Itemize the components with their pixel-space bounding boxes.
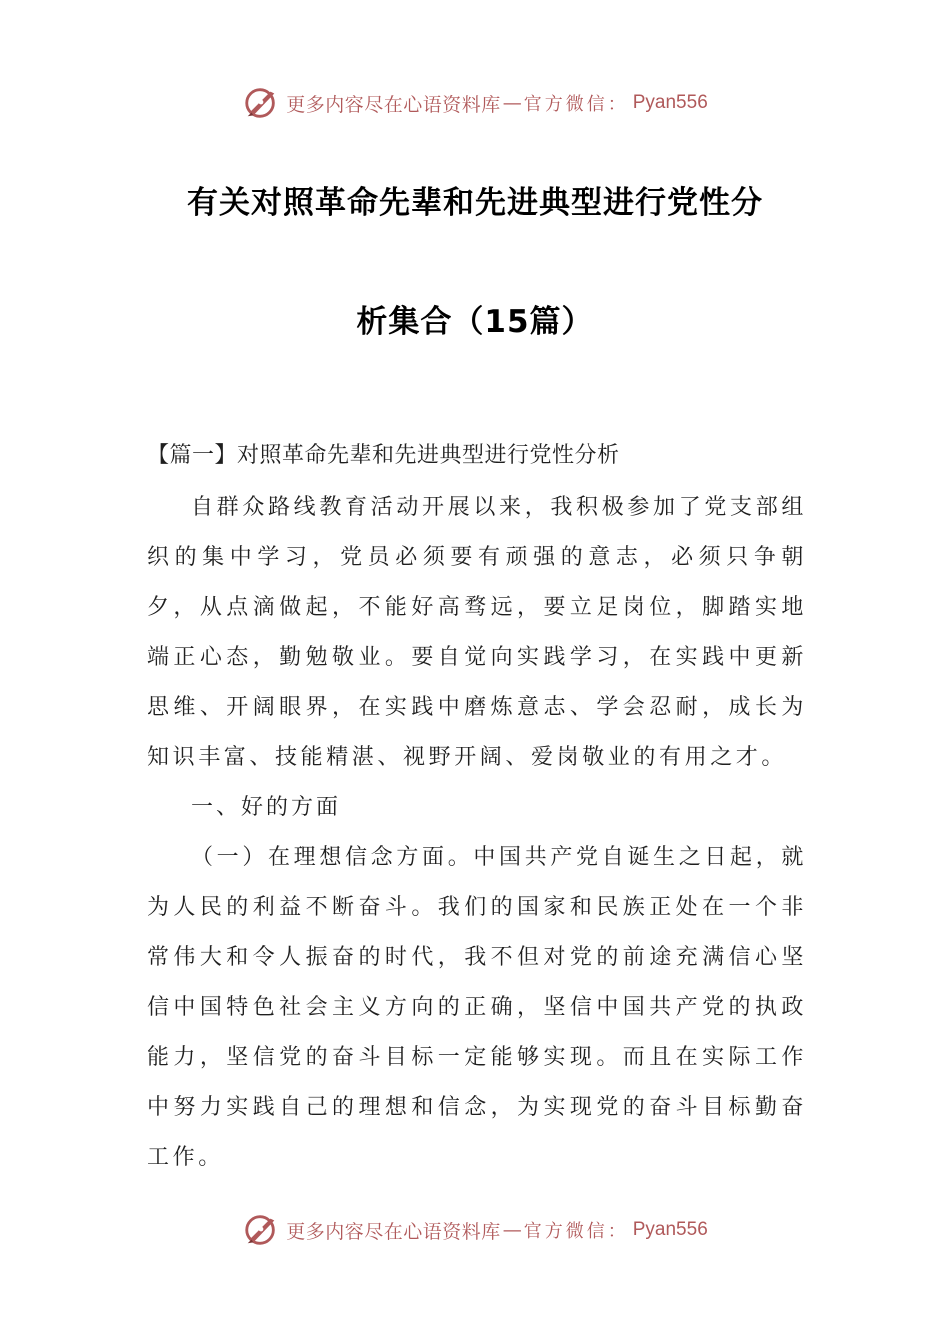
subheading-good-aspects: 一、好的方面 xyxy=(191,795,342,820)
footer-watermark-banner xyxy=(0,1210,950,1250)
pen-circle-logo-icon xyxy=(242,1211,280,1249)
banner-text: 更多内容尽在心语资料库 xyxy=(286,93,501,116)
document-body xyxy=(147,433,807,1183)
paragraph-ideals: （一）在理想信念方面。中国共产党自诞生之日起，就为人民的利益不断奋斗。我们的国家和民族正处在一个非常伟大和令人振奋的时代，我不但对党的前途充满信心坚信中国特色社会主义方向的正确，坚信中国共产党的执政能力，坚信党的奋斗目标一定能够实现。而且在实际工作中努力实践自己的理想和信念，为实现党的奋斗目标勤奋工作。 xyxy=(147,845,807,1170)
document-title-line1: 有关对照革命先辈和先进典型进行党性分 xyxy=(187,185,763,221)
header-watermark-banner xyxy=(0,83,950,123)
document-title-line2: 析集合（15篇） xyxy=(356,304,594,340)
banner-official-label: 官方微信： xyxy=(523,1221,629,1242)
banner-wechat-id: Pyan556 xyxy=(632,1219,708,1240)
banner-official-label: 官方微信： xyxy=(523,94,629,115)
banner-text: 更多内容尽在心语资料库 xyxy=(286,1220,501,1243)
banner-separator: — xyxy=(502,92,522,114)
section-heading: 【篇一】对照革命先辈和先进典型进行党性分析 xyxy=(147,443,620,468)
pen-circle-logo-icon xyxy=(242,84,280,122)
banner-wechat-id: Pyan556 xyxy=(632,92,708,113)
paragraph-intro: 自群众路线教育活动开展以来，我积极参加了党支部组织的集中学习，党员必须要有顽强的意志，必须只争朝夕，从点滴做起，不能好高骛远，要立足岗位，脚踏实地端正心态，勤勉敬业。要自觉向实践学习，在实践中更新思维、开阔眼界，在实践中磨炼意志、学会忍耐，成长为知识丰富、技能精湛、视野开阔、爱岗敬业的有用之才。 xyxy=(147,495,807,770)
banner-separator: — xyxy=(502,1219,522,1241)
